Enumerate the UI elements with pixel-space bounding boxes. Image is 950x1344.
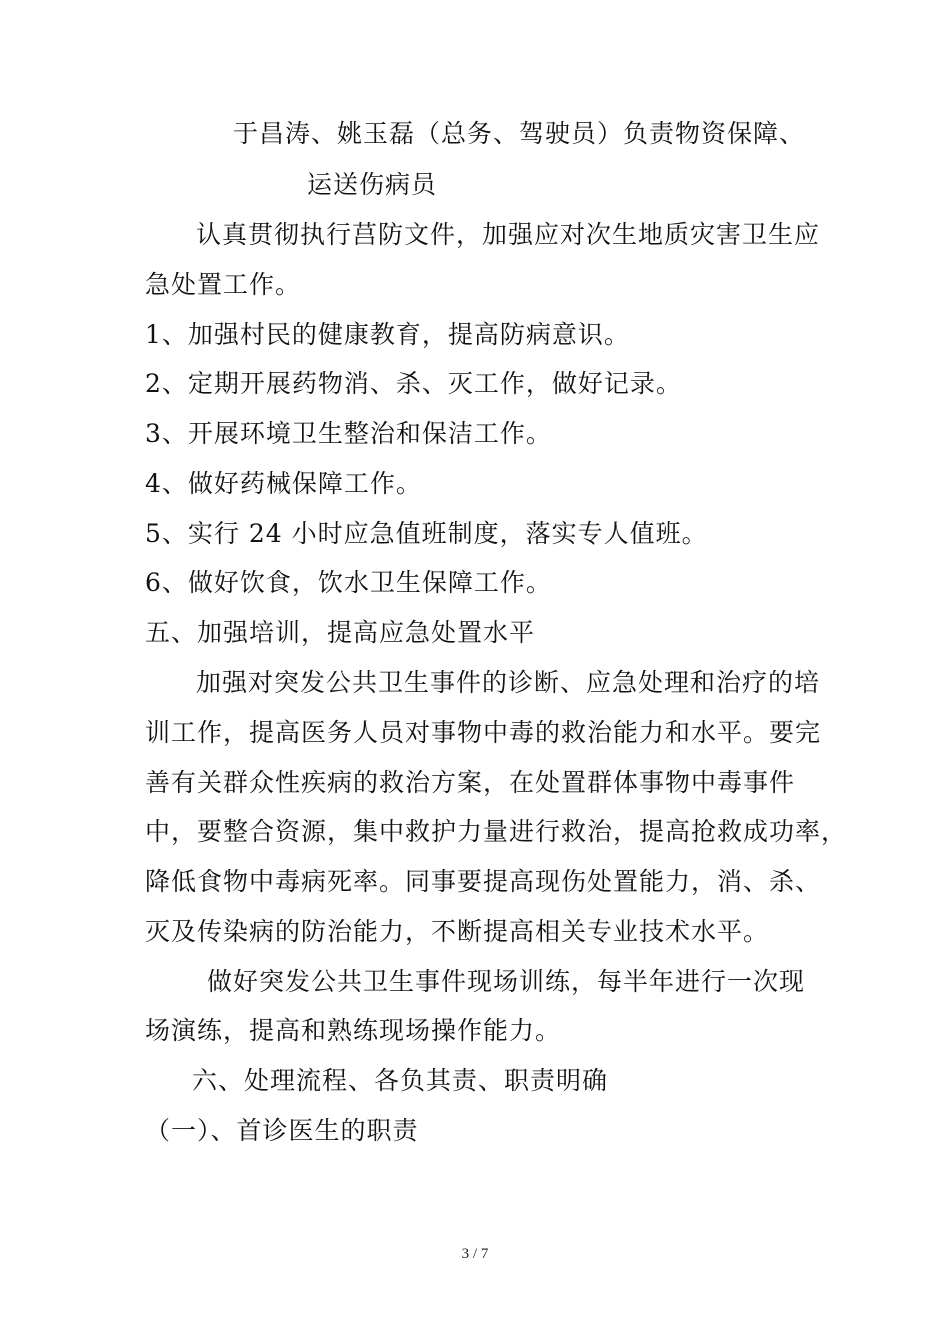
paragraph-line: 认真贯彻执行莒防文件，加强应对次生地质灾害卫生应 — [196, 220, 821, 249]
list-item: 3、开展环境卫生整治和保洁工作。 — [145, 419, 552, 448]
text-line: 于昌涛、姚玉磊（总务、驾驶员）负责物资保障、 — [233, 119, 806, 148]
paragraph-line: 急处置工作。 — [145, 270, 302, 299]
subsection-heading: （一）、首诊医生的职责 — [145, 1116, 419, 1145]
paragraph-line: 中，要整合资源，集中救护力量进行救治，提高抢救成功率， — [145, 817, 848, 846]
paragraph-line: 做好突发公共卫生事件现场训练，每半年进行一次现 — [207, 967, 806, 996]
list-item: 6、做好饮食，饮水卫生保障工作。 — [145, 568, 552, 597]
paragraph-line: 善有关群众性疾病的救治方案，在处置群体事物中毒事件 — [145, 768, 796, 797]
paragraph-line: 灭及传染病的防治能力，不断提高相关专业技术水平。 — [145, 917, 770, 946]
paragraph-line: 加强对突发公共卫生事件的诊断、应急处理和治疗的培 — [196, 668, 821, 697]
page-number: 3 / 7 — [461, 1246, 489, 1262]
list-item: 2、定期开展药物消、杀、灭工作，做好记录。 — [145, 369, 682, 398]
paragraph-line: 降低食物中毒病死率。同事要提高现伤处置能力，消、杀、 — [145, 867, 822, 896]
section-heading: 六、处理流程、各负其责、职责明确 — [192, 1066, 609, 1095]
list-item: 4、做好药械保障工作。 — [145, 469, 422, 498]
paragraph-line: 场演练，提高和熟练现场操作能力。 — [145, 1016, 562, 1045]
text-line: 运送伤病员 — [307, 170, 438, 199]
paragraph-line: 训工作，提高医务人员对事物中毒的救治能力和水平。要完 — [145, 718, 822, 747]
list-item: 1、加强村民的健康教育，提高防病意识。 — [145, 320, 630, 349]
list-item: 5、实行 24 小时应急值班制度，落实专人值班。 — [145, 519, 708, 548]
section-heading: 五、加强培训，提高应急处置水平 — [145, 618, 536, 647]
